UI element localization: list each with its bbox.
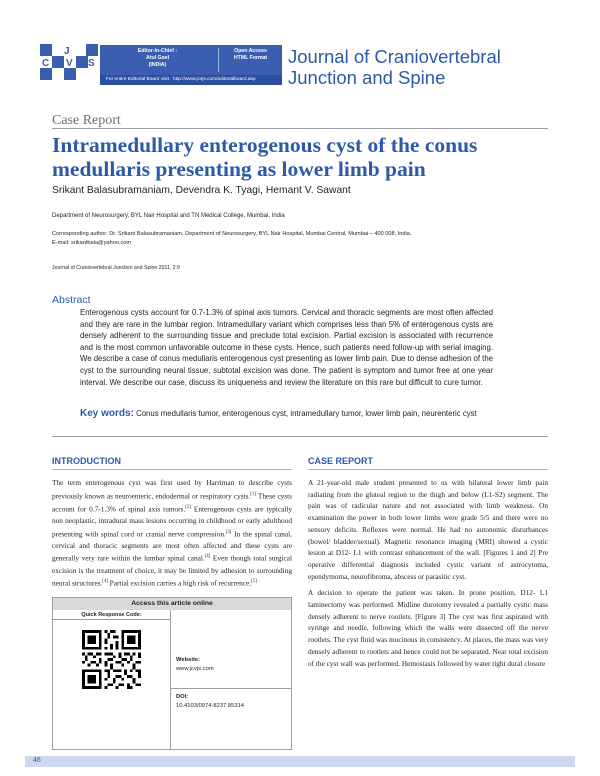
editor-country: (INDIA) xyxy=(148,62,167,68)
authors: Srikant Balasubramaniam, Devendra K. Tyagi, Hemant V. Sawant xyxy=(52,185,351,196)
editorial-board-bar xyxy=(100,75,282,85)
website-link[interactable]: www.jcvjs.com xyxy=(176,666,214,672)
introduction-paragraph: The term enterogenous cyst was first used by Harriman to describe cysts previously known as neuroenteric, endodermal or respiratory cysts.[1] These cysts account for 0.7-1.3% of spinal axis tumors.[2] Enterogenous cysts are typically non neoplastic, intradural mass lesions occurring in childhood or early adulthood presenting with spinal cord or cranial nerve compression.[3] In the spinal canal, cervical and thoracic segments are most often affected and these cysts are generally very rare within the lumbar spinal canal.[4] Even though total surgical excision is the treatment of choice, it may be limited by adhesion to surrounding neural structures.[4] Partial excision carries a high risk of recurrence.[5] xyxy=(52,478,293,588)
doi-value[interactable]: 10.4103/0974-8237.85314 xyxy=(176,703,245,709)
journal-title-line1: Journal of Craniovertebral xyxy=(288,46,501,67)
journal-title xyxy=(288,46,501,88)
case-report-text xyxy=(308,477,548,669)
keywords-label: Key words: xyxy=(80,408,134,419)
editorial-board-label: For entire Editorial Board visit : xyxy=(106,77,172,82)
keywords xyxy=(80,408,493,420)
keywords-list: Conus medullaris tumor, enterogenous cyst, intramedullary tumor, lower limb pain, neurenteric cyst xyxy=(136,409,477,418)
editor-block xyxy=(100,48,215,69)
page-number: 46 xyxy=(33,757,41,764)
divider xyxy=(52,436,548,437)
access-box-title: Access this article online xyxy=(53,598,291,610)
qr-cell xyxy=(53,610,171,749)
reference[interactable]: [2] xyxy=(185,504,191,510)
qr-label: Quick Response Code: xyxy=(53,610,170,620)
divider xyxy=(52,469,292,470)
website-row xyxy=(171,652,291,678)
journal-logo xyxy=(40,44,98,88)
access-info-cell xyxy=(171,610,291,749)
doi-row xyxy=(171,688,291,715)
author-email[interactable]: E-mail: srikantbala@yahoo.com xyxy=(52,239,132,246)
affiliation: Department of Neurosurgery, BYL Nair Hospital and TN Medical College, Mumbai, India xyxy=(52,213,285,219)
access-box xyxy=(52,597,292,750)
case-report-paragraph-1: A 21-year-old male student presented to us with bilateral lower limb pain radiating from the gluteal region to the thigh and below (L1-S2) segment. The pain was of radicular nature and not associated with limb weakness. On examination the power in both lower limbs were grade 5/5 and there were no sensory deficits. Reflexes were normal. He had no autonomic disturbances (bowel/ bladder/sexual). Magnetic resonance imaging (MRI) showed a cystic lesion at D12- L1 with contrast enhancement of the wall. [Figures 1 and 2] Pre operative differential diagnosis included cystic variant of astrocytoma, ependymoma, neurofibroma, abscess or parasitic cyst. xyxy=(308,478,548,581)
article-title: Intramedullary enterogenous cyst of the conus medullaris presenting as lower limb pain xyxy=(52,133,478,181)
reference[interactable]: [3] xyxy=(225,529,232,535)
reference[interactable]: [4] xyxy=(204,554,211,560)
editorial-board-link[interactable]: http://www.jcvjs.com/editorialboard.asp xyxy=(172,77,256,82)
case-report-heading: CASE REPORT xyxy=(308,456,374,466)
logo-letter-j: J xyxy=(64,46,70,57)
logo-letter-c: C xyxy=(42,58,50,69)
open-access-label: Open Access xyxy=(234,48,267,54)
html-format-label: HTML Format xyxy=(233,55,268,61)
footer-bar xyxy=(25,756,575,767)
access-format-block xyxy=(219,48,282,62)
qr-code-icon[interactable] xyxy=(82,630,141,689)
doi-label: DOI: xyxy=(176,694,189,700)
website-label: Website: xyxy=(176,657,201,663)
journal-title-line2: Junction and Spine xyxy=(288,67,446,88)
corresponding-author: Corresponding author: Dr. Srikant Balasubramaniam, Department of Neurosurgery, BYL Nair Hospital, Mumbai Central, Mumbai – 400 008, India. xyxy=(52,231,412,237)
reference[interactable]: [5] xyxy=(251,579,257,585)
editor-label: Editor-in-Chief : xyxy=(137,48,178,54)
reference[interactable]: [4] xyxy=(102,579,108,585)
divider xyxy=(308,469,548,470)
citation: Journal of Craniovertebral Junction and Spine 2011, 2:9 xyxy=(52,265,180,271)
logo-letter-s: S xyxy=(88,58,95,69)
header-info-band xyxy=(100,45,282,75)
case-report-paragraph-2: A decision to operate the patient was taken. In prone position, D12- L1 laminectomy was performed. Midline durotomy revealed a partially cystic mass densely adherent to nerve rootlets. [Figure 3] The cyst was first aspirated with syringe and needle, following which the walls were dissected off the nerve rootlets. The cyst fluid was mucinous in consistency. At places, the mass was very densely adherent to rootlets and hence could not be separated. Near total excision of the cyst wall was performed. Hemostasis followed by water tight dural closure xyxy=(308,588,548,668)
reference[interactable]: [1] xyxy=(250,491,256,497)
logo-letter-v: V xyxy=(66,58,73,69)
section-type: Case Report xyxy=(52,113,121,128)
editor-name: Atul Goel xyxy=(145,55,170,61)
abstract-heading: Abstract xyxy=(52,294,91,306)
correspondence xyxy=(52,230,411,247)
introduction-heading: INTRODUCTION xyxy=(52,456,121,466)
introduction-text xyxy=(52,477,292,589)
abstract-text: Enterogenous cysts account for 0.7-1.3% of spinal axis tumors. Cervical and thoracic segments are most often affected and they are rare in the lumbar region. Intramedullary variant which comprises less than 5% of enterogenous cysts are densely adherent to the surrounding tissue and preclude total excision. Partial excision is associated with recurrence and is the most common unfavorable outcome in these cysts. Hence, such patients need follow-up with serial imaging. We describe a case of conus medullaris enterogenous cyst presenting as lower limb pain. Due to dense adhesion of the cyst to the surrounding neural tissue, subtotal excision was done. The patient is symptom and tumor free at one year interval. We describe our case, discuss its uniqueness and review the literature on this rare but difficult to cure tumor. xyxy=(80,308,493,387)
divider xyxy=(52,128,548,129)
